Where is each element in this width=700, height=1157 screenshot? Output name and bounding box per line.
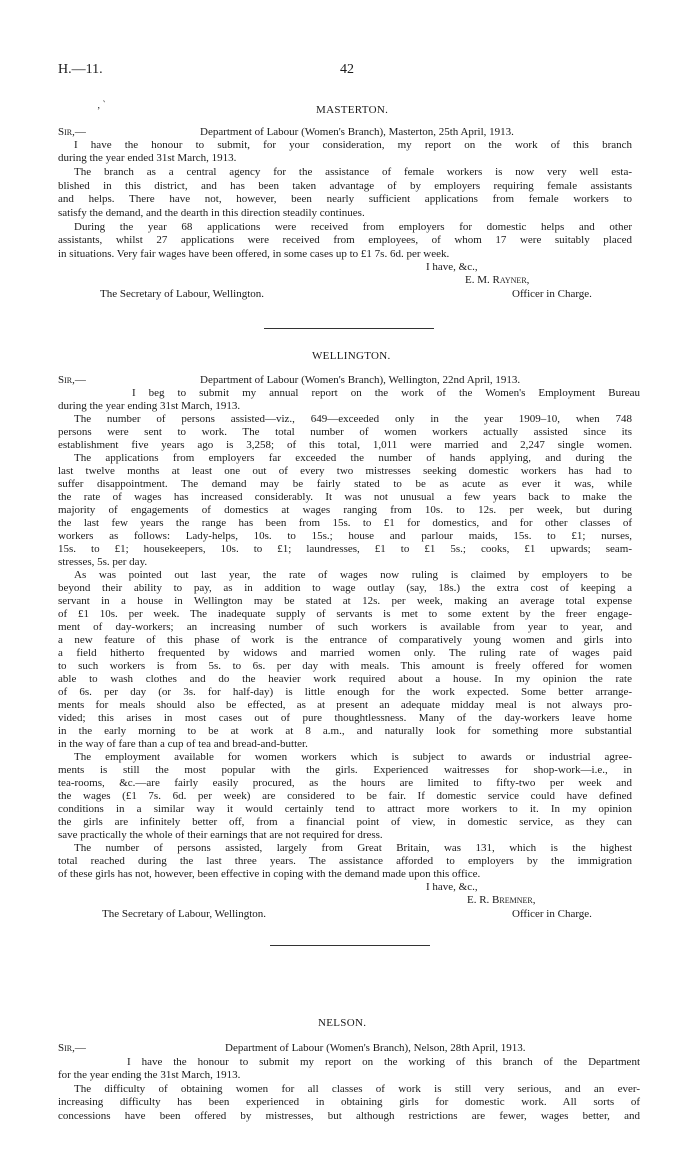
wellington-line: during the year ending 31st March, 1913. bbox=[58, 400, 241, 412]
nelson-line: I have the honour to submit my report on the working of this branch of the Department bbox=[127, 1056, 640, 1068]
wellington-line: last twelve months at least one out of every two mistresses seeking domestic workers has had to bbox=[58, 465, 632, 477]
wellington-line: the rate of wages has increased considerably. It was not unusual a few years back to make the bbox=[58, 491, 632, 503]
masterton-officer-title: Officer in Charge. bbox=[512, 288, 592, 300]
masterton-address: Department of Labour (Women's Branch), Masterton, 25th April, 1913. bbox=[200, 126, 514, 138]
wellington-line: to such workers is from 5s. to 6s. per day with meals. This amount is freely offered for women bbox=[58, 660, 632, 672]
masterton-signatory: E. M. Rayner, bbox=[465, 274, 530, 286]
wellington-address: Department of Labour (Women's Branch), Wellington, 22nd April, 1913. bbox=[200, 374, 521, 386]
wellington-line: beyond their ability to pay, as in addition to wage outlay (say, 18s.) the extra cost of keeping a bbox=[58, 582, 632, 594]
wellington-line: the last few years the range has been from 15s. to £1 for domestics, and for other classes of bbox=[58, 517, 632, 529]
wellington-line: total reached during the last three years. The assistance afforded to employers by the immigration bbox=[58, 855, 632, 867]
wellington-line: in the early morning to be at work at 8 a.m., and naturally look for something more substantial bbox=[58, 725, 632, 737]
masterton-line: During the year 68 applications were received from employers for domestic helps and other bbox=[74, 221, 632, 233]
wellington-signatory: E. R. Bremner, bbox=[467, 894, 536, 906]
wellington-line: ments for meals should also be effected, as at present an adequate midday meal is not always pro- bbox=[58, 699, 632, 711]
wellington-line: the girls are infinitely better off, from a financial point of view, in domestic service, as they can bbox=[58, 816, 632, 828]
wellington-closing: I have, &c., bbox=[426, 881, 478, 893]
wellington-line: persons were sent to work. The total number of women workers actually assisted since its bbox=[58, 426, 632, 438]
wellington-line: As was pointed out last year, the rate of wages now ruling is claimed by employers to be bbox=[74, 569, 632, 581]
wellington-line: stresses, 5s. per day. bbox=[58, 556, 148, 568]
wellington-line: I beg to submit my annual report on the work of the Women's Employment Bureau bbox=[132, 387, 640, 399]
nelson-line: for the year ending the 31st March, 1913. bbox=[58, 1069, 241, 1081]
masterton-recipient: The Secretary of Labour, Wellington. bbox=[100, 288, 265, 300]
wellington-recipient: The Secretary of Labour, Wellington. bbox=[102, 908, 267, 920]
stray-marks: ‚ ‵ bbox=[97, 100, 106, 111]
nelson-line: concessions have been offered by mistresses, but although restrictions are fewer, wages better, and bbox=[58, 1110, 640, 1122]
wellington-line: a field hitherto frequented by widows and married women only. The ruling rate of wages paid bbox=[58, 647, 632, 659]
nelson-salutation: Sir,— bbox=[58, 1042, 86, 1054]
wellington-line: of £1 10s. per week. The inadequate supply of servants is met to some extent by the freer engage- bbox=[58, 608, 632, 620]
nelson-line: increasing difficulty has been experienced in obtaining girls for domestic work. All sorts of bbox=[58, 1096, 640, 1108]
masterton-line: assistants, whilst 27 applications were received from employees, of whom 17 were suitably placed bbox=[58, 234, 632, 246]
nelson-line: The difficulty of obtaining women for all classes of work is still very serious, and an ever- bbox=[74, 1083, 640, 1095]
wellington-line: in the way of fare than a cup of tea and bread-and-butter. bbox=[58, 738, 308, 750]
masterton-line: satisfy the demand, and the dearth in this direction steadily continues. bbox=[58, 207, 365, 219]
wellington-salutation: Sir,— bbox=[58, 374, 86, 386]
masterton-salutation: Sir,— bbox=[58, 126, 86, 138]
wellington-line: the wages (£1 7s. 6d. per week) are considered to be fair. If domestic service could have defined bbox=[58, 790, 632, 802]
wellington-line: 15s. to £1; housekeepers, 10s. to £1; laundresses, £1 to £1 5s.; cooks, £1 upwards; seam- bbox=[58, 543, 632, 555]
wellington-line: tea-rooms, &c.—are fairly easily procured, as the hours are limited to fifty-two per week and bbox=[58, 777, 632, 789]
page-number: 42 bbox=[340, 62, 354, 77]
masterton-line: I have the honour to submit, for your consideration, my report on the work of this branch bbox=[74, 139, 632, 151]
masterton-line: blished in this district, and has been taken advantage of by employers requiring female assistants bbox=[58, 180, 632, 192]
wellington-line: able to wash clothes and do the heavier work required about a house. In my opinion the rate bbox=[58, 673, 632, 685]
wellington-line: The employment available for women workers which is subject to awards or industrial agree- bbox=[74, 751, 632, 763]
wellington-line: ments is still the most popular with the girls. Experienced waitresses for shop-work—i.e., in bbox=[58, 764, 632, 776]
wellington-line: The number of persons assisted—viz., 649—exceeded only in the year 1909–10, when 748 bbox=[74, 413, 632, 425]
wellington-heading: WELLINGTON. bbox=[312, 350, 391, 362]
wellington-line: conditions in a similar way it would certainly tend to attract more workers to it. In my opinion bbox=[58, 803, 632, 815]
section-divider bbox=[270, 945, 430, 946]
masterton-line: during the year ended 31st March, 1913. bbox=[58, 152, 237, 164]
wellington-officer-title: Officer in Charge. bbox=[512, 908, 592, 920]
wellington-line: save practically the whole of their earnings that are not required for dress. bbox=[58, 829, 383, 841]
wellington-line: The applications from employers far exceeded the number of hands applying, and during the bbox=[74, 452, 632, 464]
masterton-heading: MASTERTON. bbox=[316, 104, 389, 116]
nelson-address: Department of Labour (Women's Branch), Nelson, 28th April, 1913. bbox=[225, 1042, 526, 1054]
masterton-line: in situations. Very fair wages have been offered, in some cases up to £1 7s. 6d. per week. bbox=[58, 248, 450, 260]
wellington-line: vided; this arises in most cases out of pure thoughtlessness. Many of the day-workers leave home bbox=[58, 712, 632, 724]
wellington-line: a new feature of this phase of work is the entrance of comparatively young women and girls into bbox=[58, 634, 632, 646]
wellington-line: of 6s. per day (or 3s. for half-day) is little enough for the work expected. Some better arrange- bbox=[58, 686, 632, 698]
nelson-heading: NELSON. bbox=[318, 1017, 367, 1029]
wellington-line: servant in a house in Wellington may be stated at 12s. per week, making an average total expense bbox=[58, 595, 632, 607]
masterton-closing: I have, &c., bbox=[426, 261, 478, 273]
wellington-line: majority of engagements of domestics at wages ranging from 10s. to 12s. per week, but during bbox=[58, 504, 632, 516]
wellington-line: of these girls has not, however, been effective in coping with the demand made upon this office. bbox=[58, 868, 481, 880]
wellington-line: ment of day-workers; an increasing number of such workers is available from year to year, and bbox=[58, 621, 632, 633]
report-reference: H.—11. bbox=[58, 62, 103, 77]
section-divider bbox=[264, 328, 434, 329]
masterton-line: The branch as a central agency for the assistance of female workers is now very well esta- bbox=[74, 166, 632, 178]
wellington-line: The number of persons assisted, largely from Great Britain, was 131, which is the highest bbox=[74, 842, 632, 854]
wellington-line: suffer disappointment. The demand may be fairly stated to be as acute as ever it was, while bbox=[58, 478, 632, 490]
wellington-line: workers as follows: Lady-helps, 10s. to 15s.; house and parlour maids, 15s. to £1; nurses, bbox=[58, 530, 632, 542]
wellington-line: establishment five years ago is 3,258; of this total, 1,011 were married and 2,247 single women. bbox=[58, 439, 632, 451]
masterton-line: and helps. There have not, however, been nearly sufficient applications from female workers to bbox=[58, 193, 632, 205]
